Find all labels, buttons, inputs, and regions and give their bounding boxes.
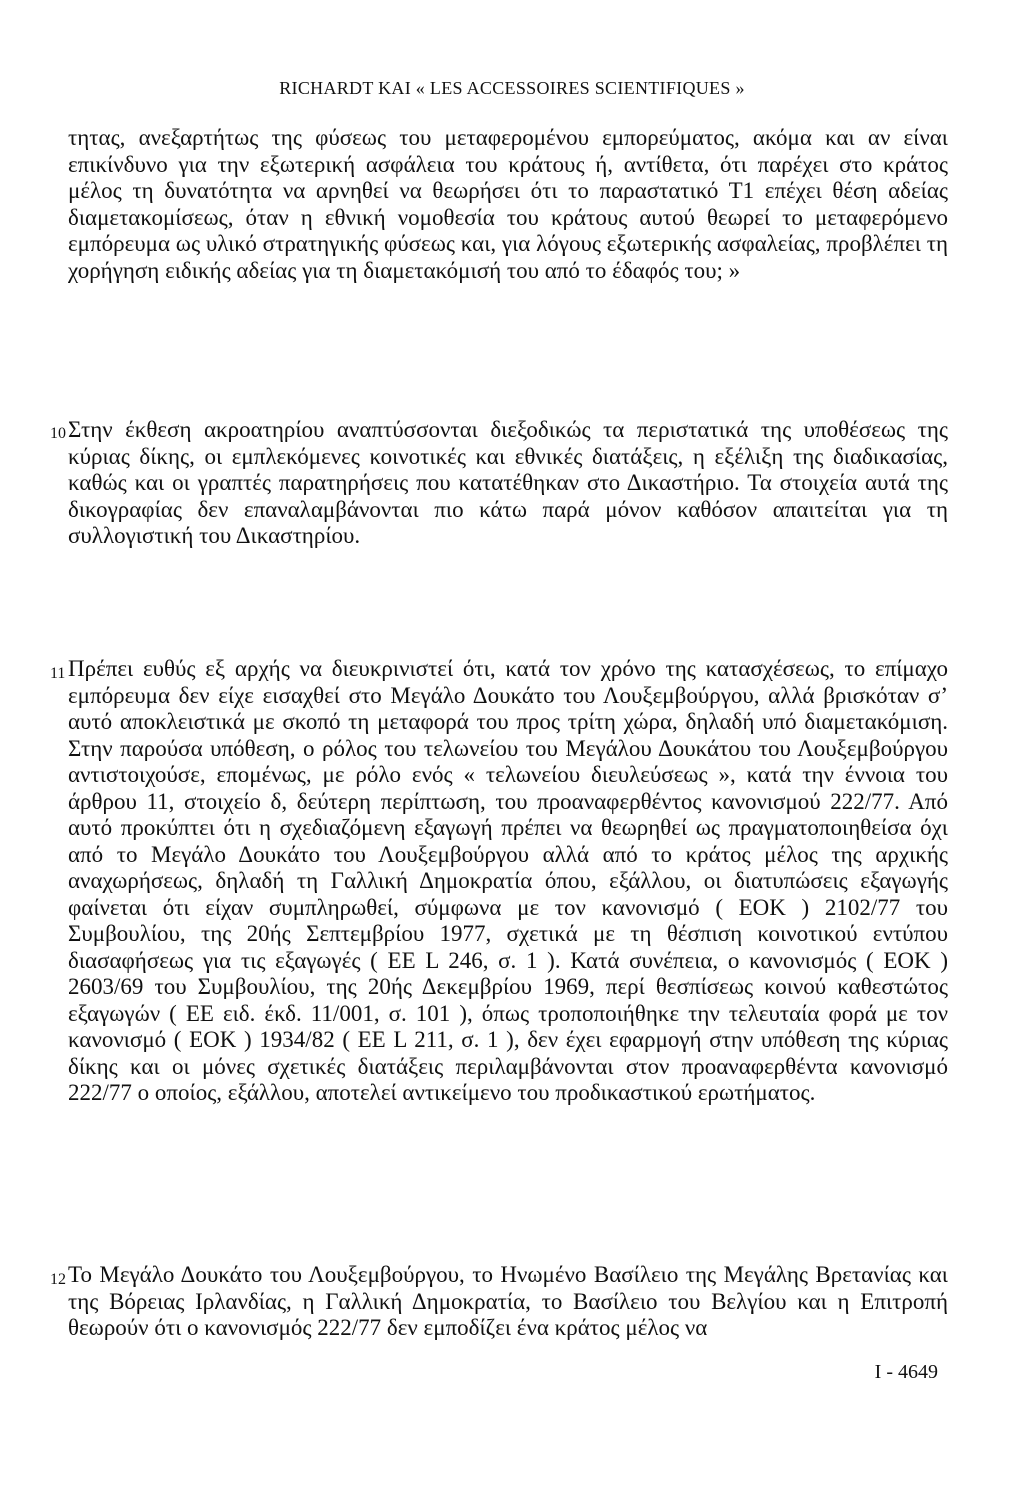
paragraph-12: Το Μεγάλο Δουκάτο του Λουξεμβούργου, το Ηνωμένο Βασίλειο της Μεγάλης Βρετανίας και της Βόρειας Ιρλανδίας, η Γαλλική Δημοκρατία, το Βασίλειο του Βελγίου και η Επιτροπή θεωρούν ότι ο κανονισμός 222/77 δεν εμποδίζει ένα κράτος μέλος να [68, 1262, 948, 1340]
paragraph-10: Στην έκθεση ακροατηρίου αναπτύσσονται διεξοδικώς τα περιστατικά της υποθέσεως της κύριας δίκης, οι εμπλεκόμενες κοινοτικές και εθνικές διατάξεις, η εξέλιξη της διαδικασίας, καθώς και οι γραπτές παρατηρήσεις που κατατέθηκαν στο Δικαστήριο. Τα στοιχεία αυτά της δικογραφίας δεν επαναλαμβάνονται πιο κάτω παρά μόνον καθόσον απαιτείται για τη συλλογιστική του Δικαστηρίου. [68, 417, 948, 548]
paragraph-number-11: 11 [50, 665, 66, 682]
paragraph-number-10: 10 [50, 425, 66, 442]
running-header: RICHARDT ΚΑΙ « LES ACCESSOIRES SCIENTIFIQUES » [279, 78, 745, 98]
paragraph-continuation: τητας, ανεξαρτήτως της φύσεως του μεταφερομένου εμπορεύματος, ακόμα και αν είναι επικίνδυνο για την εξωτερική ασφάλεια του κράτους ή, αντίθετα, ότι παρέχει στο κράτος μέλος τη δυνατότητα να αρνηθεί να θεωρήσει ότι το παραστατικό Τ1 επέχει θέση αδείας διαμετακομίσεως, όταν η εθνική νομοθεσία του κράτους αυτού θεωρεί το μεταφερόμενο εμπόρευμα ως υλικό στρατηγικής φύσεως και, για λόγους εξωτερικής ασφαλείας, προβλέπει τη χορήγηση ειδικής αδείας για τη διαμετακόμισή του από το έδαφός του; » [68, 125, 948, 283]
page-number: I - 4649 [874, 1361, 938, 1383]
paragraph-number-12: 12 [50, 1271, 66, 1288]
paragraph-11: Πρέπει ευθύς εξ αρχής να διευκρινιστεί ότι, κατά τον χρόνο της κατασχέσεως, το επίμαχο εμπόρευμα δεν είχε εισαχθεί στο Μεγάλο Δουκάτο του Λουξεμβούργου, αλλά βρισκόταν σ’ αυτό αποκλειστικά με σκοπό τη μεταφορά του προς τρίτη χώρα, δηλαδή υπό διαμετακόμιση. Στην παρούσα υπόθεση, ο ρόλος του τελωνείου του Μεγάλου Δουκάτου του Λουξεμβούργου αντιστοιχούσε, επομένως, με ρόλο ενός « τελωνείου διευλεύσεως », κατά την έννοια του άρθρου 11, στοιχείο δ, δεύτερη περίπτωση, του προαναφερθέντος κανονισμού 222/77. Από αυτό προκύπτει ότι η σχεδιαζόμενη εξαγωγή πρέπει να θεωρηθεί ως πραγματοποιηθείσα όχι από το Μεγάλο Δουκάτο του Λουξεμβούργου αλλά από το κράτος μέλος της αρχικής αναχωρήσεως, δηλαδή τη Γαλλική Δημοκρατία όπου, εξάλλου, οι διατυπώσεις εξαγωγής φαίνεται ότι είχαν συμπληρωθεί, σύμφωνα με τον κανονισμό ( ΕΟΚ ) 2102/77 του Συμβουλίου, της 20ής Σεπτεμβρίου 1977, σχετικά με τη θέσπιση κοινοτικού εντύπου διασαφήσεως για τις εξαγωγές ( ΕΕ L 246, σ. 1 ). Κατά συνέπεια, ο κανονισμός ( ΕΟΚ ) 2603/69 του Συμβουλίου, της 20ής Δεκεμβρίου 1969, περί θεσπίσεως κοινού καθεστώτος εξαγωγών ( ΕΕ ειδ. έκδ. 11/001, σ. 101 ), όπως τροποποιήθηκε την τελευταία φορά με τον κανονισμό ( ΕΟΚ ) 1934/82 ( ΕΕ L 211, σ. 1 ), δεν έχει εφαρμογή στην υπόθεση της κύριας δίκης και οι μόνες σχετικές διατάξεις περιλαμβάνονται στον προαναφερθέντα κανονισμό 222/77 ο οποίος, εξάλλου, αποτελεί αντικείμενο του προδικαστικού ερωτήματος. [68, 656, 948, 1105]
